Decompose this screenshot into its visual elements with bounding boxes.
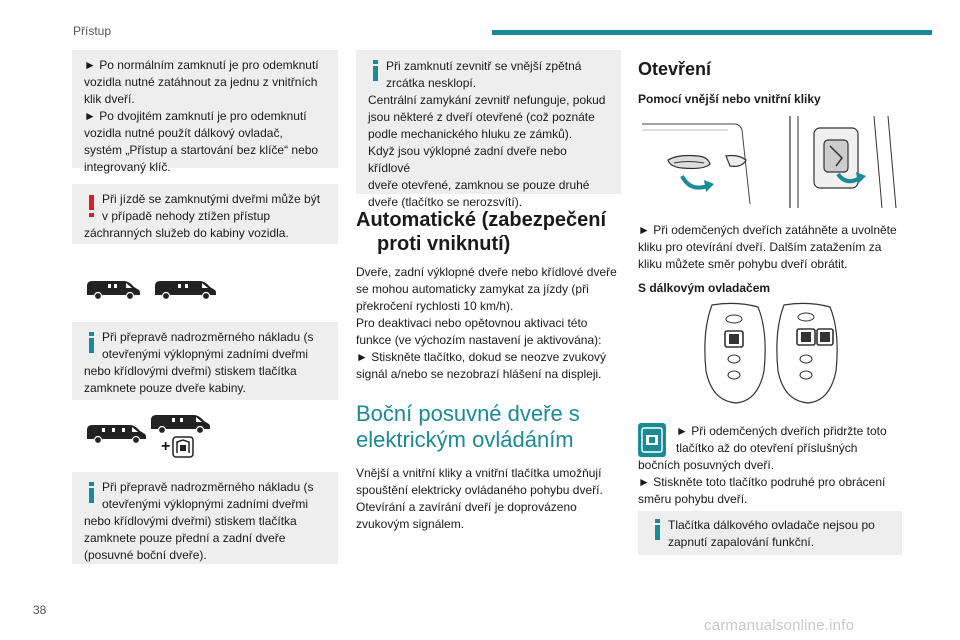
sliding-door-button-icon xyxy=(172,436,194,458)
info-box-front-rear: Při přepravě nadrozměrného nákladu (s otevřenými výklopnými zadními dveřmi nebo křídlovými dveřmi) stiskem tlačítka zamknete pouze přední a zadní dveře (posuvné boční dveře). xyxy=(72,472,338,564)
info-icon xyxy=(89,338,94,353)
column-3 xyxy=(638,50,902,555)
page-number: 38 xyxy=(33,603,47,617)
van-cab-lock-icon xyxy=(84,278,142,300)
warning-icon xyxy=(89,195,94,210)
heading-electric-sliding-doors: Boční posuvné dveře s elektrickým ovládáním xyxy=(356,401,580,452)
warning-box: Při jízdě se zamknutými dveřmi může být v případě nehody ztížen přístup záchranných služeb do kabiny vozidla. xyxy=(72,184,338,244)
info-box-ignition: Tlačítka dálkového ovladače nejsou po zapnutí zapalování funkční. xyxy=(638,511,902,555)
remote-text: ► Při odemčených dveřích přidržte toto tlačítko až do otevření příslušných bočních posuvných dveří. ► Stiskněte toto tlačítko podruhé pro obrácení směru pohybu dveří. xyxy=(638,424,887,506)
subheading-handles: Pomocí vnější nebo vnitřní kliky xyxy=(638,92,821,106)
info-icon xyxy=(655,525,660,540)
van-side-door-lock-icon xyxy=(148,412,212,434)
header-accent-bar xyxy=(492,30,932,35)
heading-automatic-locking: Automatické (zabezpečení proti vniknutí) xyxy=(356,209,607,255)
info-icon xyxy=(373,66,378,81)
column-2 xyxy=(356,50,621,533)
remote-key-illustration xyxy=(698,301,848,407)
door-handle-illustration xyxy=(638,116,902,208)
sliding-doors-text: Vnější a vnitřní kliky a vnitřní tlačítka umožňují spouštění elektricky ovládaného pohybu dveří. Otevírání a zavírání dveří je doprovázeno zvukovým signálem. xyxy=(356,466,603,531)
van-illustration-row-1 xyxy=(72,272,338,300)
info-icon xyxy=(89,488,94,503)
section-name: Přístup xyxy=(73,24,112,38)
automatic-locking-text: Dveře, zadní výklopné dveře nebo křídlové dveře se mohou automaticky zamykat za jízdy (při překročení rychlosti 10 km/h). Pro deaktivaci nebo opětovnou aktivaci této funkce (ve výchozím nastavení je aktivována): ► Stiskněte tlačítko, dokud se neozve zvukový signál a/nebo se nezobrazí hlášení na displeji. xyxy=(356,265,617,381)
column-1 xyxy=(72,50,338,564)
remote-button-instructions xyxy=(638,423,902,505)
van-illustration-row-2 xyxy=(72,412,338,472)
van-cab-lock-icon-2 xyxy=(152,278,218,300)
handles-text: ► Při odemčených dveřích zatáhněte a uvolněte kliku pro otevírání dveří. Dalším zatažením za kliku můžete směr pohybu dveří obrátit. xyxy=(638,223,897,271)
plus-sign: + xyxy=(161,438,171,455)
lock-info-box: ► Po normálním zamknutí je pro odemknutí vozidla nutné zatáhnout za jednu z vnitřních klik dveří. ► Po dvojitém zamknutí je pro odemknutí vozidla nutné použít dálkový ovladač, systém „Přístup a startování bez klíče“ nebo integrovaný klíč. xyxy=(72,50,338,168)
subheading-remote: S dálkovým ovladačem xyxy=(638,281,771,295)
info-box-cab-only: Při přepravě nadrozměrného nákladu (s otevřenými výklopnými zadními dveřmi nebo křídlovými dveřmi) stiskem tlačítka zamknete pouze dveře kabiny. xyxy=(72,322,338,400)
watermark: carmanualsonline.info xyxy=(704,617,855,634)
van-front-rear-lock-icon xyxy=(84,422,148,444)
heading-opening: Otevření xyxy=(638,59,712,79)
info-box-central-locking: Při zamknutí zevnitř se vnější zpětná zrcátka nesklopí. Centrální zamykání zevnitř nefunguje, pokud jsou některé z dveří otevřené (což poznáte podle mechanického hluku ze zámků). Když jsou výklopné zadní dveře nebo křídlové dveře otevřené, zamknou se pouze druhé dveře (tlačítko se nerozsvítí). xyxy=(356,50,621,194)
